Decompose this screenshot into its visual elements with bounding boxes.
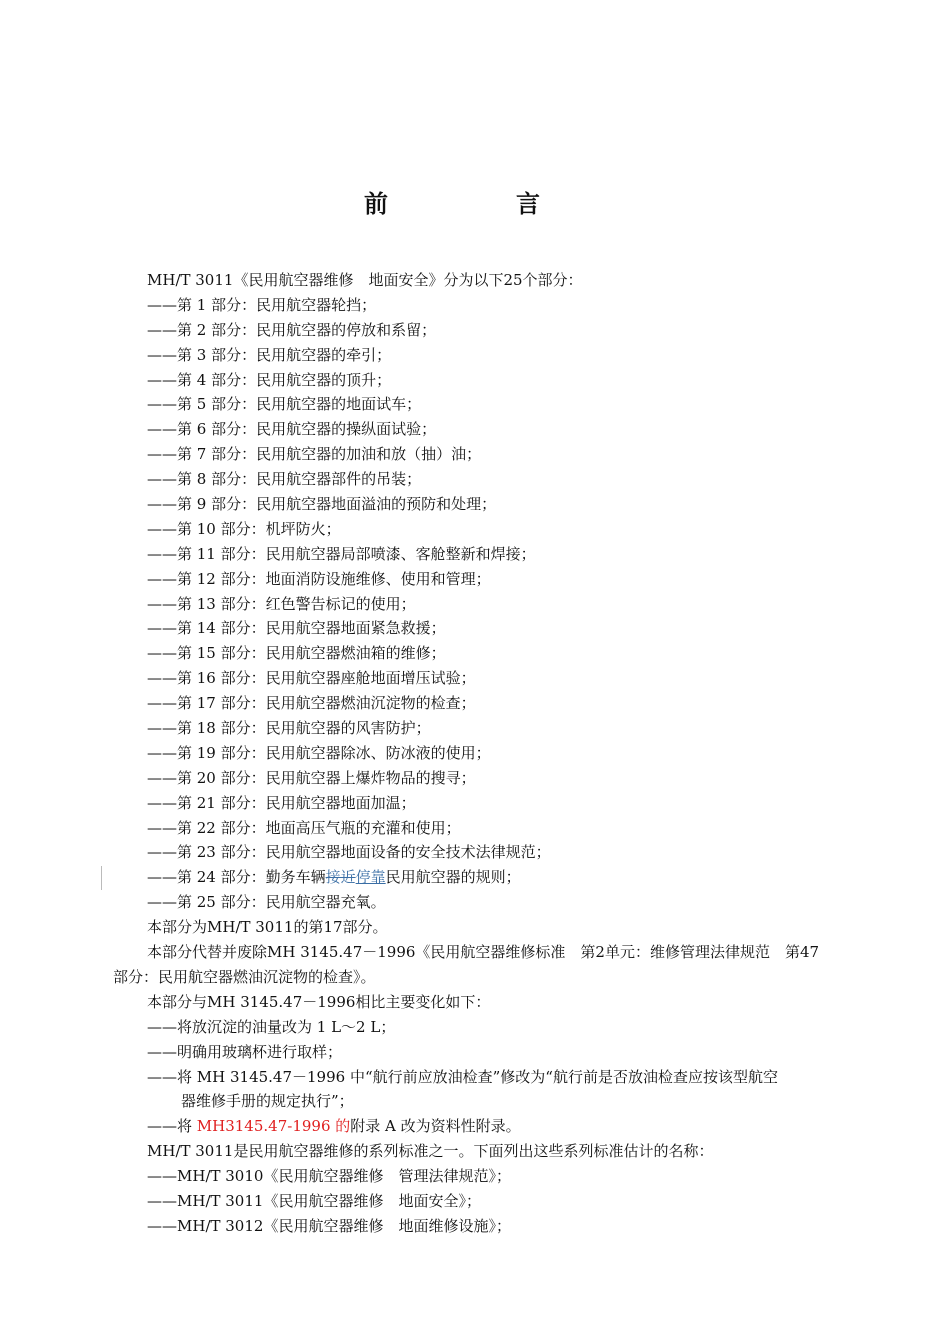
deleted-text: 接近 [325,868,356,887]
part-item: ——第 10 部分：机坪防火； [147,519,341,538]
part-24 [113,865,859,890]
part-item: ——第 20 部分：民用航空器上爆炸物品的搜寻； [147,768,476,787]
change-4-suffix: 附录 A 改为资料性附录。 [350,1117,521,1136]
part-24-suffix: 民用航空器的规则； [385,868,521,887]
part-item: ——第 21 部分：民用航空器地面加温； [147,793,416,812]
part-item: ——第 19 部分：民用航空器除冰、防冰液的使用； [147,743,491,762]
change-bar [101,866,102,890]
intro-text: MH/T 3011《民用航空器维修 地面安全》分为以下25个部分： [147,271,583,289]
part-item: ——第 11 部分：民用航空器局部喷漆、客舱整新和焊接； [147,544,536,563]
series-item: ——MH/T 3010《民用航空器维修 管理法律规范》； [147,1167,511,1186]
part-item: ——第 23 部分：民用航空器地面设备的安全技术法律规范； [147,843,551,862]
part-item: ——第 3 部分：民用航空器的牵引； [147,345,392,364]
part-item: ——第 9 部分：民用航空器地面溢油的预防和处理； [147,495,497,514]
series-intro: MH/T 3011是民用航空器维修的系列标准之一。下面列出这些系列标准估计的名称： [147,1142,714,1161]
change-item: ——将放沉淀的油量改为 1 L～2 L； [147,1017,396,1036]
change-item-cont: 器维修手册的规定执行”； [181,1092,354,1111]
part-item: ——第 22 部分：地面高压气瓶的充灌和使用； [147,818,461,837]
series-item: ——MH/T 3012《民用航空器维修 地面维修设施》； [147,1216,511,1235]
document-body [113,268,859,1239]
series-item: ——MH/T 3011《民用航空器维修 地面安全》； [147,1191,481,1210]
red-text: MH3145.47-1996 的 [196,1117,351,1136]
part-item: ——第 8 部分：民用航空器部件的吊装； [147,470,422,489]
this-part-text: 本部分为MH/T 3011的第17部分。 [147,918,388,937]
change-item: ——将 MH 3145.47－1996 中“航行前应放油检查”修改为“航行前是否放油检查应按该型航空 [147,1067,778,1086]
replace-text-1: 本部分代替并废除MH 3145.47－1996《民用航空器维修标准 第2单元：维修管理法律规范 第47 [147,943,820,962]
parts-list [113,293,859,865]
part-item: ——第 2 部分：民用航空器的停放和系留； [147,320,437,339]
part-item: ——第 17 部分：民用航空器燃油沉淀物的检查； [147,694,476,713]
part-25: ——第 25 部分：民用航空器充氧。 [147,893,386,912]
part-item: ——第 12 部分：地面消防设施维修、使用和管理； [147,569,491,588]
part-item: ——第 4 部分：民用航空器的顶升； [147,370,392,389]
part-item: ——第 15 部分：民用航空器燃油箱的维修； [147,644,446,663]
part-item: ——第 6 部分：民用航空器的操纵面试验； [147,420,437,439]
part-item: ——第 16 部分：民用航空器座舱地面增压试验； [147,669,476,688]
part-item: ——第 1 部分：民用航空器轮挡； [147,295,377,314]
replace-text-2: 部分：民用航空器燃油沉淀物的检查》。 [113,967,376,986]
change-item: ——明确用玻璃杯进行取样； [147,1042,343,1061]
part-24-prefix: ——第 24 部分：勤务车辆 [147,868,326,887]
part-item: ——第 7 部分：民用航空器的加油和放（抽）油； [147,445,482,464]
changes-intro: 本部分与MH 3145.47－1996相比主要变化如下： [147,992,491,1011]
inserted-text: 停靠 [355,868,386,887]
change-item [113,1114,859,1139]
part-item: ——第 5 部分：民用航空器的地面试车； [147,395,422,414]
part-item: ——第 18 部分：民用航空器的风害防护； [147,719,431,738]
page-title: 前 言 [364,189,592,218]
part-item: ——第 14 部分：民用航空器地面紧急救援； [147,619,446,638]
change-4-prefix: ——将 [147,1117,197,1136]
part-item: ——第 13 部分：红色警告标记的使用； [147,594,416,613]
